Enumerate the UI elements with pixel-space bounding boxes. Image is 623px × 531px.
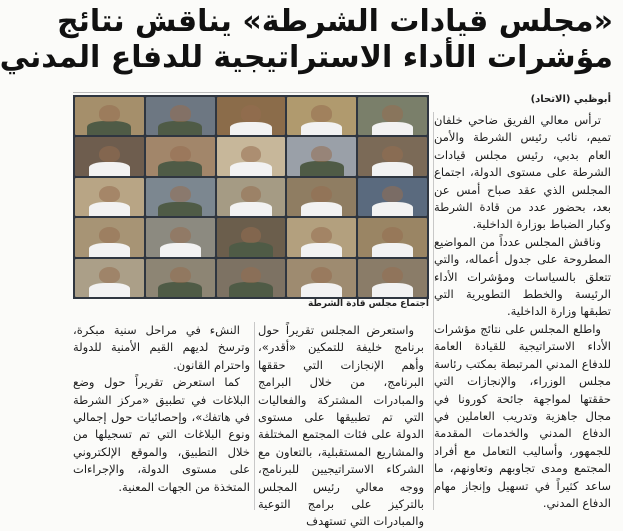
meeting-photo (73, 95, 429, 299)
column-divider (433, 112, 434, 510)
article-column-middle (258, 322, 424, 529)
byline: أبوظبي (الاتحاد) (530, 94, 611, 105)
article-column-left (73, 322, 250, 512)
headline-line-2: مؤشرات الأداء الاستراتيجية للدفاع المدني (0, 40, 613, 75)
photo-tile (75, 137, 144, 175)
photo-tile (217, 259, 286, 297)
photo-tile (217, 178, 286, 216)
paragraph: النشء في مراحل سنية مبكرة، وترسخ لديهم القيم الأمنية للدولة واحترام القانون. (73, 323, 250, 372)
column-divider (254, 322, 255, 510)
article-column-right (434, 112, 611, 510)
photo-tile (358, 137, 427, 175)
paragraph: وناقش المجلس عدداً من المواضيع المطروحة على جدول أعماله، والتي تتعلق بالسياسات ومؤشرات الأداء الرئيسة والخطط التطويرية التي تطبقها وزارة الداخلية. (434, 234, 611, 319)
paragraph: كما استعرض تقريراً حول وضع البلاغات في تطبيق «مركز الشرطة في هاتفك»، وإحصائيات حول إجمالي ونوع البلاغات التي تم تسجيلها من خلال التطبيق، والموقع الإلكتروني على مستوى الدولة، والإجراءات المتخذة من الجهات المعنية. (73, 375, 250, 494)
photo-tile (75, 218, 144, 256)
photo-tile (146, 259, 215, 297)
photo-tile (358, 259, 427, 297)
photo-top-rule (73, 92, 429, 93)
photo-tile (287, 259, 356, 297)
photo-tile (358, 218, 427, 256)
photo-tile (287, 178, 356, 216)
photo-tile (217, 97, 286, 135)
paragraph: ترأس معالي الفريق ضاحي خلفان تميم، نائب رئيس الشرطة والأمن العام بدبي، رئيس مجلس قيادات الشرطة على مستوى الدولة، اجتماع المجلس الذي عقد صباح أمس عن بعد، بحضور عدد من قادة الشرطة وكبار الضباط بوزارة الداخلية. (434, 113, 611, 232)
photo-tile (75, 97, 144, 135)
photo-tile (287, 137, 356, 175)
photo-tile (217, 218, 286, 256)
photo-tile (217, 137, 286, 175)
headline (0, 4, 613, 76)
photo-tile (146, 178, 215, 216)
photo-tile (75, 259, 144, 297)
photo-tile (358, 97, 427, 135)
paragraph: واطلع المجلس على نتائج مؤشرات الأداء الاستراتيجية للقيادة العامة للدفاع المدني المرتبطة بمكتب رئاسة مجلس الوزراء، والإنجازات التي حققتها لمواجهة جائحة كورونا في مجال جاهزية وتدريب العاملين في الدفاع المدني والخدمات المقدمة للجمهور، وأساليب التعامل مع أفراد المجتمع ومدى تجاوبهم وتعاونهم، ما ساعد كثيراً في تسهيل وإنجاز مهام الدفاع المدني. (434, 321, 611, 510)
photo-tile (287, 97, 356, 135)
photo-tile (146, 137, 215, 175)
photo-tile (146, 218, 215, 256)
headline-line-1: «مجلس قيادات الشرطة» يناقش نتائج (56, 4, 613, 39)
photo-tile (287, 218, 356, 256)
paragraph: واستعرض المجلس تقريراً حول برنامج خليفة للتمكين «أقدر»، وأهم الإنجازات التي حققها البرنامج، من خلال البرامج والمبادرات المشتركة والفعاليات التي تم تطبيقها على مستوى الدولة على فئات المجتمع المختلفة والمشاريع المستقبلية، بالتعاون مع الشركاء الاستراتيجيين للبرنامج، ووجه معالي رئيس المجلس بالتركيز على برامج التوعية والمبادرات التي تستهدف (258, 323, 424, 529)
photo-caption: اجتماع مجلس قادة الشرطة (307, 299, 429, 309)
photo-tile (75, 178, 144, 216)
photo-tile (146, 97, 215, 135)
photo-tile (358, 178, 427, 216)
